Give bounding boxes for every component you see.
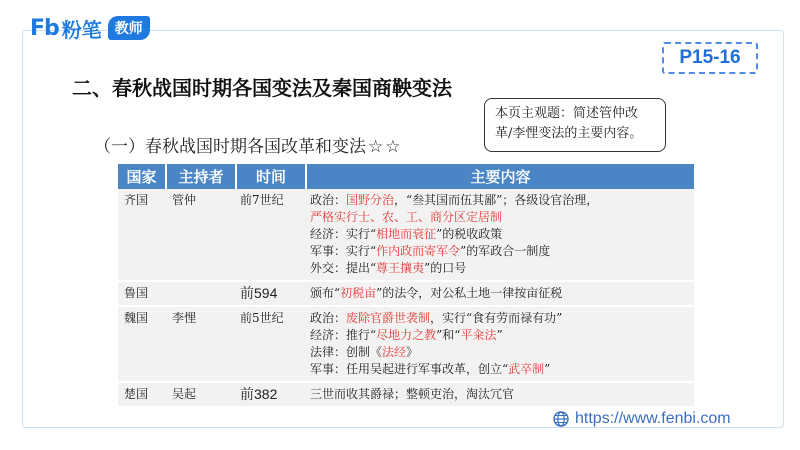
content-text: 经济：推行“ bbox=[310, 328, 377, 342]
content-text: 政治： bbox=[310, 193, 347, 207]
table-row bbox=[118, 306, 694, 382]
footer-link-text: https://www.fenbi.com bbox=[575, 410, 731, 427]
note-box: 本页主观题：简述管仲改革/李悝变法的主要内容。 bbox=[484, 98, 666, 152]
highlight-term: 武卒制 bbox=[508, 362, 545, 376]
content-line bbox=[310, 192, 690, 209]
cell-content bbox=[306, 281, 694, 306]
content-line bbox=[310, 361, 690, 378]
content-line bbox=[310, 285, 690, 302]
content-line bbox=[310, 260, 690, 277]
star-rating-icon: ☆☆ bbox=[368, 137, 403, 157]
content-line bbox=[310, 386, 690, 403]
cell-time: 前382 bbox=[236, 382, 306, 407]
brand-name: 粉笔 bbox=[61, 17, 102, 42]
header-leader: 主持者 bbox=[166, 164, 236, 189]
content-text: 经济：实行“ bbox=[310, 227, 377, 241]
content-text: 军事：实行“ bbox=[310, 244, 377, 258]
highlight-term: 作内政而寄军令 bbox=[376, 244, 461, 258]
brand-logo[interactable] bbox=[30, 14, 150, 42]
content-text: 法律：创制《 bbox=[310, 345, 383, 359]
page-range-badge: P15-16 bbox=[662, 42, 758, 74]
table-row bbox=[118, 281, 694, 306]
brand-badge: 教师 bbox=[108, 16, 150, 40]
content-text: 军事：任用吴起进行军事改革，创立“ bbox=[310, 362, 509, 376]
cell-country: 魏国 bbox=[118, 306, 166, 382]
highlight-term: 尽地力之教 bbox=[376, 328, 437, 342]
globe-icon bbox=[553, 411, 569, 427]
highlight-term: 初税亩 bbox=[340, 286, 377, 300]
subtitle bbox=[94, 132, 402, 157]
header-content: 主要内容 bbox=[306, 164, 694, 189]
content-line bbox=[310, 209, 690, 226]
content-line bbox=[310, 226, 690, 243]
highlight-term: 国野分治 bbox=[346, 193, 395, 207]
cell-country: 齐国 bbox=[118, 189, 166, 281]
table-row bbox=[118, 189, 694, 281]
content-text: 颁布“ bbox=[310, 286, 341, 300]
highlight-term: 法经 bbox=[382, 345, 407, 359]
content-text: 三世而收其爵禄；整顿吏治，淘汰冗官 bbox=[310, 387, 515, 401]
content-text: ，实行“食有劳而禄有功” bbox=[430, 311, 563, 325]
cell-leader bbox=[166, 281, 236, 306]
cell-time: 前7世纪 bbox=[236, 189, 306, 281]
content-text: ”的法令，对公私土地一律按亩征税 bbox=[376, 286, 563, 300]
cell-time: 前5世纪 bbox=[236, 306, 306, 382]
cell-leader: 吴起 bbox=[166, 382, 236, 407]
cell-time: 前594 bbox=[236, 281, 306, 306]
highlight-term: 平籴法 bbox=[460, 328, 497, 342]
table-row bbox=[118, 382, 694, 407]
cell-content bbox=[306, 382, 694, 407]
content-line bbox=[310, 310, 690, 327]
highlight-term: 相地而衰征 bbox=[376, 227, 437, 241]
content-text: ”的口号 bbox=[424, 261, 467, 275]
cell-leader: 管仲 bbox=[166, 189, 236, 281]
content-line bbox=[310, 243, 690, 260]
header-country: 国家 bbox=[118, 164, 166, 189]
content-line bbox=[310, 327, 690, 344]
highlight-term: 尊王攘夷 bbox=[376, 261, 425, 275]
reform-table bbox=[118, 164, 694, 408]
cell-country: 鲁国 bbox=[118, 281, 166, 306]
content-text: 外交：提出“ bbox=[310, 261, 377, 275]
footer-link[interactable] bbox=[553, 410, 731, 428]
cell-content bbox=[306, 189, 694, 281]
content-text: 》 bbox=[406, 345, 419, 359]
header-time: 时间 bbox=[236, 164, 306, 189]
content-line bbox=[310, 344, 690, 361]
content-text: ”和“ bbox=[436, 328, 461, 342]
section-title: 二、春秋战国时期各国变法及秦国商鞅变法 bbox=[72, 76, 452, 100]
highlight-term: 废除官爵世袭制 bbox=[346, 311, 431, 325]
content-text: ” bbox=[544, 362, 551, 376]
content-text: ” bbox=[496, 328, 503, 342]
highlight-term: 严格实行士、农、工、商分区定居制 bbox=[310, 210, 503, 224]
cell-country: 楚国 bbox=[118, 382, 166, 407]
content-text: ”的税收政策 bbox=[436, 227, 503, 241]
table-header-row bbox=[118, 164, 694, 189]
subtitle-text: （一）春秋战国时期各国改革和变法 bbox=[94, 137, 366, 157]
content-text: 政治： bbox=[310, 311, 347, 325]
cell-content bbox=[306, 306, 694, 382]
brand-logo-mark: Fb bbox=[30, 15, 59, 41]
cell-leader: 李悝 bbox=[166, 306, 236, 382]
content-text: ”的军政合一制度 bbox=[460, 244, 551, 258]
content-text: ，“叁其国而伍其鄙”；各级设官治理， bbox=[394, 193, 599, 207]
